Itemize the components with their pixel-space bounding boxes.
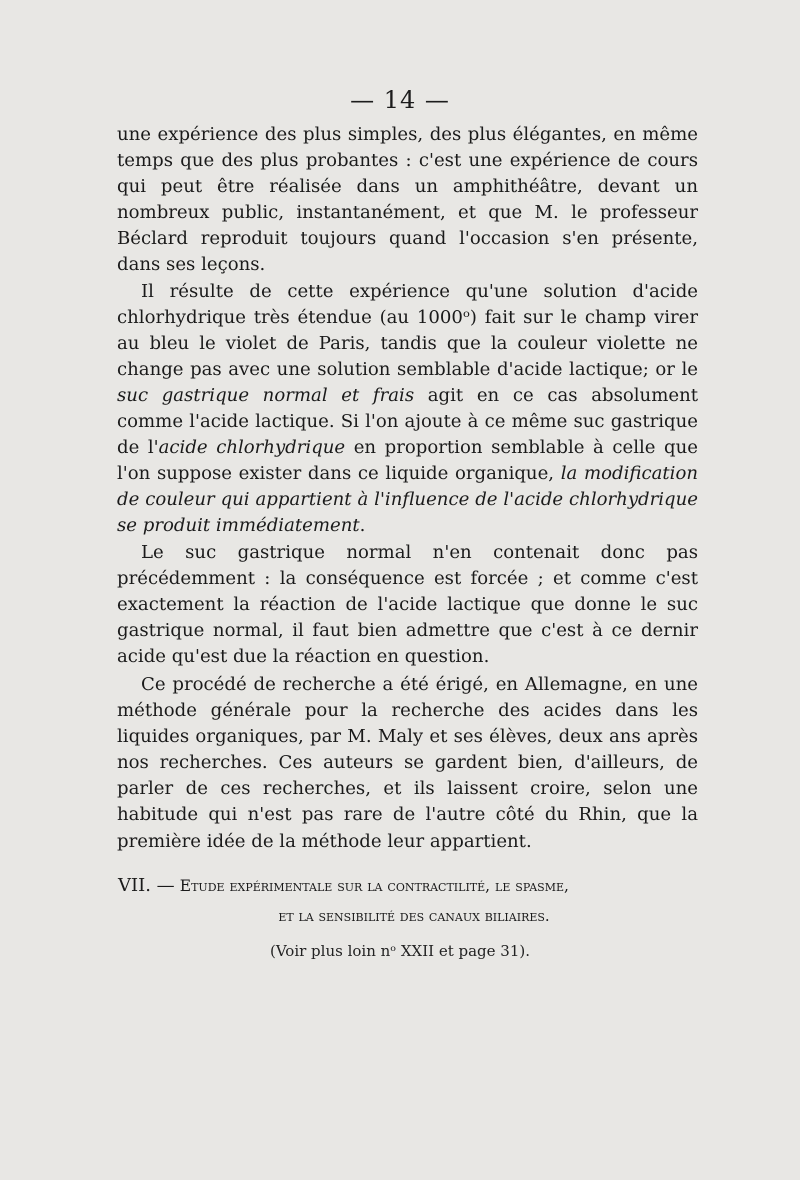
paragraph-2-text-a: Il résulte de cette expérience qu'une solution d'acide chlorhydrique très étendue (au 1000ᵒ) fait sur le champ virer au bleu le violet de Paris, tandis que la couleur violette ne change pas avec une solution semblable d'acide lactique; or le (117, 280, 698, 380)
paragraph-4: Ce procédé de recherche a été érigé, en Allemagne, en une méthode générale pour la recherche des acides dans les liquides organiques, par M. Maly et ses élèves, deux ans après nos recherches. Ces auteurs se gardent bien, d'ailleurs, de parler de ces recherches, et ils laissent croire, selon une habitude qui n'est pas rare de l'autre côté du Rhin, que la première idée de la méthode leur appartient. (117, 673, 698, 852)
paragraph-2-text-d: . (359, 515, 366, 537)
paragraph-2-text-c: en proportion semblable à celle que l'on suppose exister dans ce liquide organique, (117, 437, 699, 485)
section-heading (118, 873, 700, 929)
section-title-line-2: et la sensibilité des canaux biliaires. (278, 907, 550, 925)
body-text (117, 122, 698, 855)
section-number: VII. — (118, 875, 175, 896)
paragraph-1: une expérience des plus simples, des plus élégantes, en même temps que des plus probantes : c'est une expérience de cours qui peut être réalisée dans un amphithéâtre, devant un nombreux public, instantanément, et que M. le professeur Béclard reproduit toujours quand l'occasion s'en présente, dans ses leçons. (117, 124, 698, 276)
paragraph-3: Le suc gastrique normal n'en contenait donc pas précédemment : la conséquence est forcée ; et comme c'est exactement la réaction de l'acide lactique que donne le suc gastrique normal, il faut bien admettre que c'est à ce dernir acide qu'est due la réaction en question. (117, 541, 698, 667)
paragraph-2-italic-a: suc gastrique normal et frais (117, 384, 415, 406)
paragraph-2-italic-c: la modification de couleur qui appartient à l'influence de l'acide chlorhydrique se produit immédiatement (117, 463, 698, 537)
cross-reference-note: (Voir plus loin nᵒ XXII et page 31). (269, 942, 530, 960)
section-heading-line-1 (118, 873, 700, 899)
section-title-line-1: Etude expérimentale sur la contractilité, le spasme, (179, 877, 569, 895)
paragraph-2-italic-b: acide chlorhydrique (158, 437, 346, 459)
page-number: — 14 — (350, 86, 450, 114)
paragraph-2-text-b: agit en ce cas absolument comme l'acide lactique. Si l'on ajoute à ce même suc gastrique de l' (117, 384, 698, 459)
paragraph-2 (117, 279, 698, 540)
